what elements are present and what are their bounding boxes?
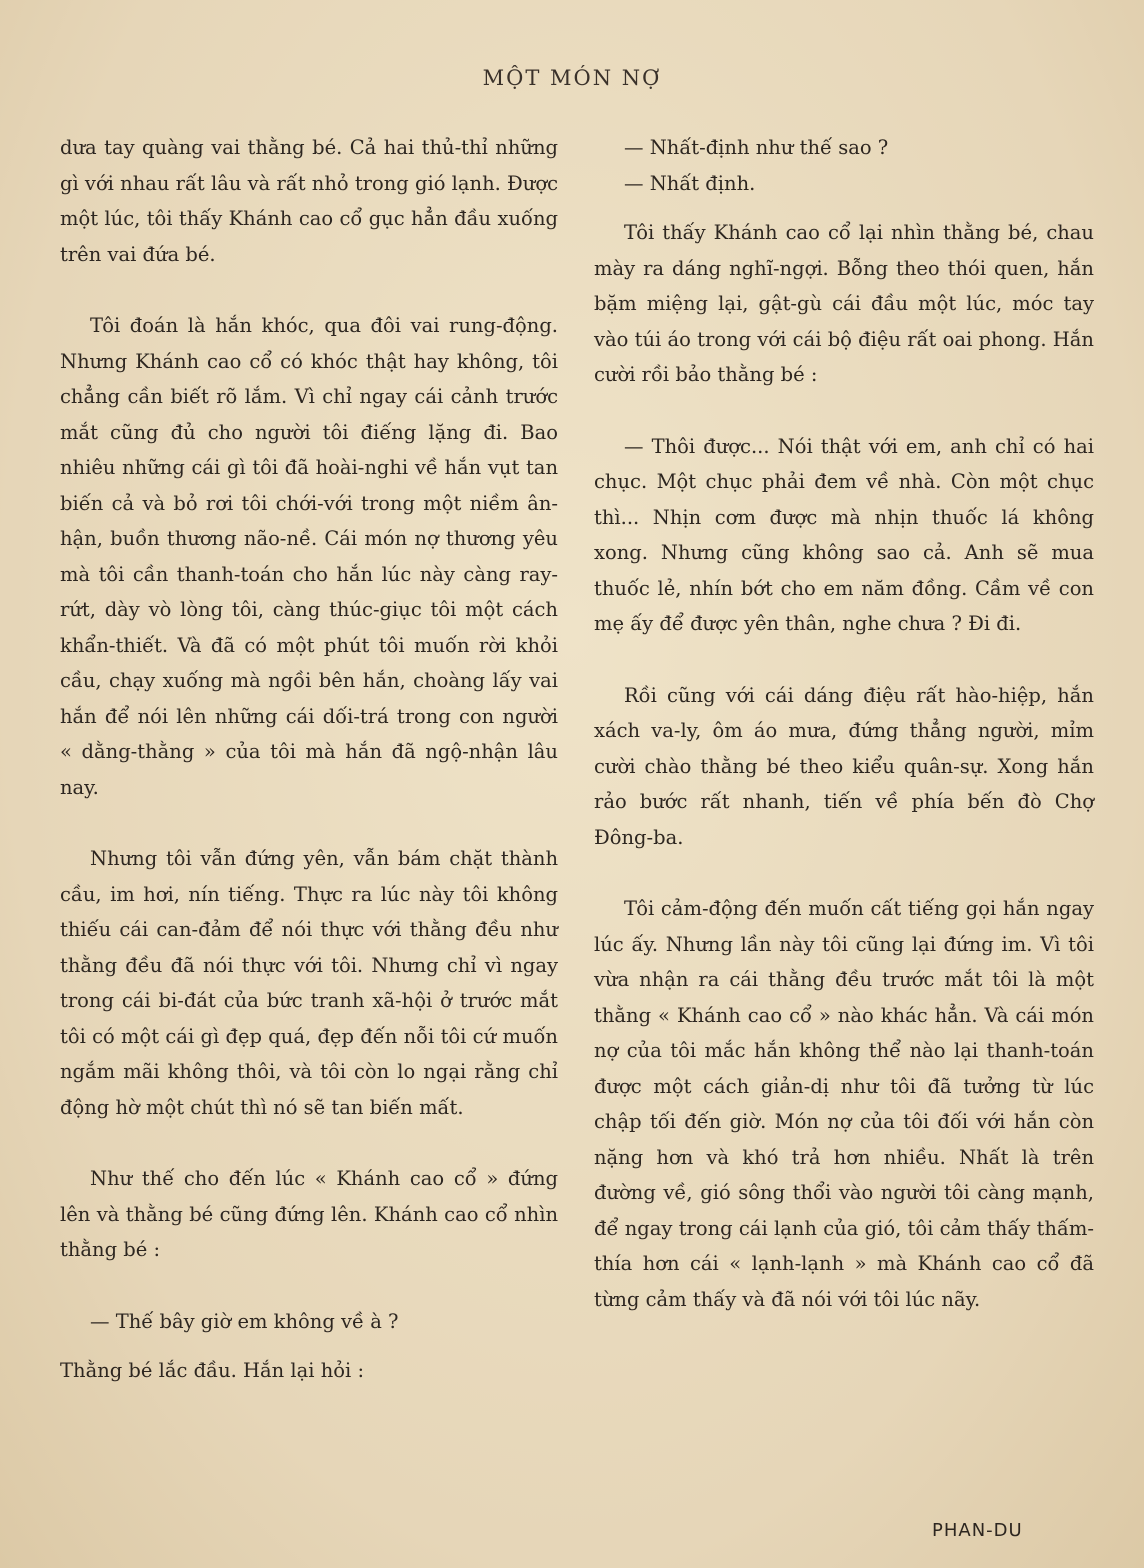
paragraph: Tôi thấy Khánh cao cổ lại nhìn thằng bé, chau mày ra dáng nghĩ-ngợi. Bỗng theo thói quen, hắn bặm miệng lại, gật-gù cái đầu một lúc, móc tay vào túi áo trong với cái bộ điệu rất oai phong. Hắn cười rồi bảo thằng bé : <box>594 221 1094 386</box>
paragraph: Như thế cho đến lúc « Khánh cao cổ » đứng lên và thằng bé cũng đứng lên. Khánh cao cổ nhìn thằng bé : <box>60 1167 558 1261</box>
paragraph: Rồi cũng với cái dáng điệu rất hào-hiệp, hắn xách va-ly, ôm áo mưa, đứng thẳng người, mỉm cười chào thằng bé theo kiểu quân-sự. Xong hắn rảo bước rất nhanh, tiến về phía bến đò Chợ Đông-ba. <box>594 683 1094 849</box>
dialogue-line: — Nhất-định như thế sao ? <box>624 136 889 159</box>
paragraph: Thằng bé lắc đầu. Hắn lại hỏi : <box>60 1359 365 1382</box>
paragraph: Tôi cảm-động đến muốn cất tiếng gọi hắn ngay lúc ấy. Nhưng lần này tôi cũng lại đứng im. Vì tôi vừa nhận ra cái thằng đều trước mắt tôi là một thằng « Khánh cao cổ » nào khác hẳn. Và cái món nợ của tôi mắc hắn không thể nào lại thanh-toán được một cách giản-dị như tôi đã tưởng từ lúc chập tối đến giờ. Món nợ của tôi đối với hắn còn nặng hơn và khó trả hơn nhiều. Nhất là trên đường về, gió sông thổi vào người tôi càng mạnh, để ngay trong cái lạnh của gió, tôi cảm thấy thấm-thía hơn cái « lạnh-lạnh » mà Khánh cao cổ đã từng cảm thấy và đã nói với tôi lúc nãy. <box>594 897 1094 1311</box>
paragraph: Tôi đoán là hắn khóc, qua đôi vai rung-động. Nhưng Khánh cao cổ có khóc thật hay không, tôi chẳng cần biết rõ lắm. Vì chỉ ngay cái cảnh trước mắt cũng đủ cho người tôi điếng lặng đi. Bao nhiêu những cái gì tôi đã hoài-nghi về hắn vụt tan biến cả và bỏ rơi tôi chới-với trong một niềm ân-hận, buồn thương não-nề. Cái món nợ thương yêu mà tôi cần thanh-toán cho hắn lúc này càng ray-rứt, dày vò lòng tôi, càng thúc-giục tôi một cách khẩn-thiết. Và đã có một phút tôi muốn rời khỏi cầu, chạy xuống mà ngồi bên hắn, choàng lấy vai hắn để nói lên những cái dối-trá trong con người « dằng-thằng » của tôi mà hắn đã ngộ-nhận lâu nay. <box>60 314 558 799</box>
right-column <box>594 130 1094 1317</box>
dialogue-line: — Thôi được... Nói thật với em, anh chỉ có hai chục. Một chục phải đem về nhà. Còn một chục thì... Nhịn cơm được mà nhịn thuốc lá không xong. Nhưng cũng không sao cả. Anh sẽ mua thuốc lẻ, nhín bớt cho em năm đồng. Cầm về con mẹ ấy để được yên thân, nghe chưa ? Đi đi. <box>594 434 1094 635</box>
paragraph: dưa tay quàng vai thằng bé. Cả hai thủ-thỉ những gì với nhau rất lâu và rất nhỏ trong gió lạnh. Được một lúc, tôi thấy Khánh cao cổ gục hẳn đầu xuống trên vai đứa bé. <box>60 136 558 266</box>
paragraph: Nhưng tôi vẫn đứng yên, vẫn bám chặt thành cầu, im hơi, nín tiếng. Thực ra lúc này tôi không thiếu cái can-đảm để nói thực với thằng đều như thằng đều đã nói thực với tôi. Nhưng chỉ vì ngay trong cái bi-đát của bức tranh xã-hội ở trước mắt tôi có một cái gì đẹp quá, đẹp đến nỗi tôi cứ muốn ngắm mãi không thôi, và tôi còn lo ngại rằng chỉ động hờ một chút thì nó sẽ tan biến mất. <box>60 847 558 1119</box>
left-column <box>60 130 558 1389</box>
dialogue-line: — Thế bây giờ em không về à ? <box>90 1309 399 1333</box>
dialogue-line: — Nhất định. <box>624 171 756 195</box>
page-header-title: MỘT MÓN NỢ <box>482 66 662 90</box>
author-signature: PHAN-DU <box>932 1520 1023 1541</box>
